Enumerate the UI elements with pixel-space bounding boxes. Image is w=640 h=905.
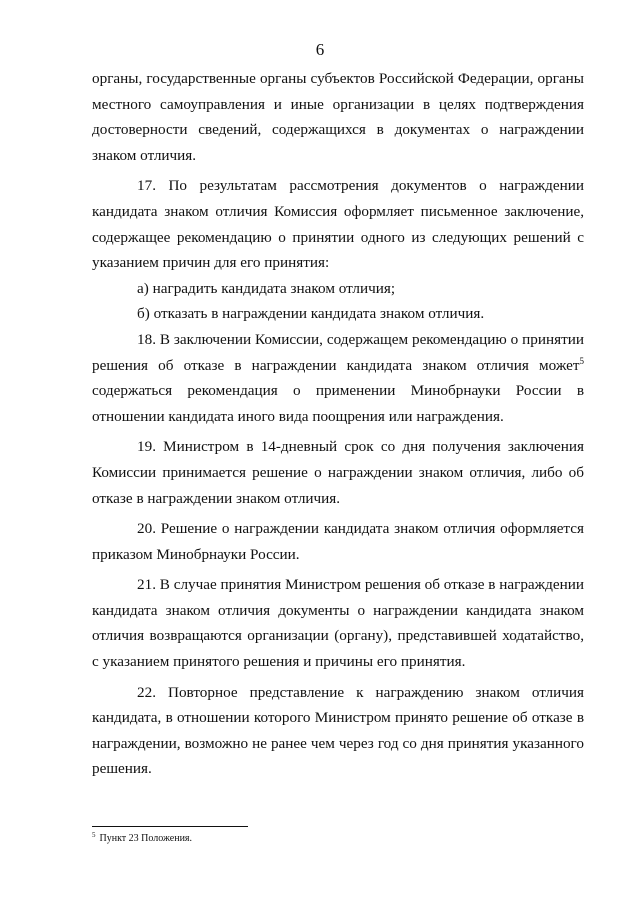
- page-number: 6: [315, 40, 325, 59]
- paragraph-21: 21. В случае принятия Министром решения об отказе в награждении кандидата знаком отличия документы о награждении кандидата знаком отличия возвращаются организации (органу), представившей ходатайство, с указанием принятого решения и причины его принятия.: [92, 576, 584, 671]
- document-body: [92, 66, 584, 782]
- footnote: [92, 830, 193, 845]
- paragraph-18-text-end: содержаться рекомендация о применении Минобрнауки России в отношении кандидата иного вида поощрения или награждения.: [92, 382, 584, 425]
- paragraph-18-text-start: 18. В заключении Комиссии, содержащем рекомендацию о принятии решения об отказе в награждении кандидата знаком отличия может: [92, 330, 584, 374]
- paragraph-17-option-a: а) наградить кандидата знаком отличия;: [137, 279, 396, 297]
- paragraph-continuation: органы, государственные органы субъектов Российской Федерации, органы местного самоуправления и иные организации в целях подтверждения достоверности сведений, содержащихся в документах о награждении знаком отличия.: [92, 70, 584, 164]
- paragraph-17-option-b: б) отказать в награждении кандидата знаком отличия.: [137, 305, 485, 323]
- paragraph-18: [92, 327, 584, 429]
- footnote-mark: 5: [92, 830, 96, 839]
- paragraph-22: 22. Повторное представление к награждению знаком отличия кандидата, в отношении которого Министром принято решение об отказе в награждении, возможно не ранее чем через год со дня принятия указанного решения.: [92, 683, 584, 778]
- footnote-text: Пункт 23 Положения.: [99, 833, 193, 844]
- paragraph-17: 17. По результатам рассмотрения документов о награждении кандидата знаком отличия Комиссия оформляет письменное заключение, содержащее рекомендацию о принятии одного из следующих решений с указанием причин для его принятия:: [92, 177, 584, 272]
- footnote-reference-mark: 5: [579, 355, 584, 366]
- footnote-divider: [92, 826, 248, 827]
- paragraph-20: 20. Решение о награждении кандидата знаком отличия оформляется приказом Минобрнауки России.: [92, 520, 584, 563]
- paragraph-19: 19. Министром в 14-дневный срок со дня получения заключения Комиссии принимается решение о награждении знаком отличия, либо об отказе в награждении знаком отличия.: [92, 438, 584, 507]
